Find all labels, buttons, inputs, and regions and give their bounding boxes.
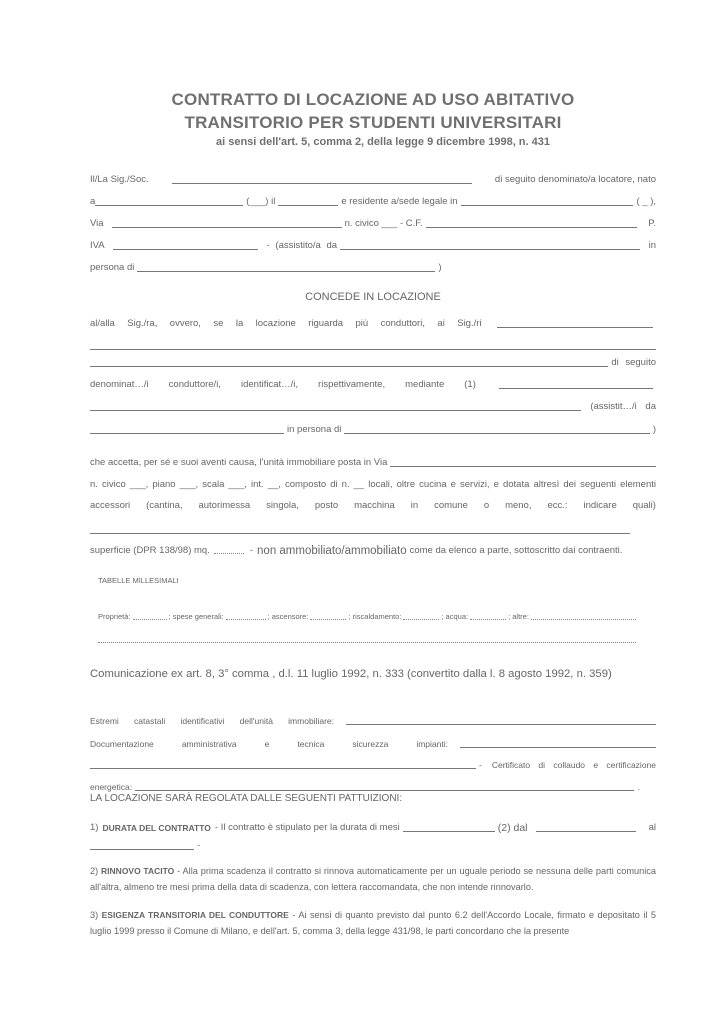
locatore-text: persona di [90, 262, 135, 273]
pattuizioni-heading: LA LOCAZIONE SARÀ REGOLATA DALLE SEGUENTI PATTUIZIONI: [90, 793, 403, 804]
fiscal-code-field[interactable] [426, 226, 638, 228]
energetica-text: . [637, 782, 640, 792]
tenant-representative-field[interactable] [344, 432, 649, 434]
conduttore-line-1 [90, 316, 656, 330]
immobile-text: indicare [583, 500, 617, 511]
street-field[interactable] [112, 226, 342, 228]
identification-field[interactable] [499, 387, 653, 389]
riscaldamento-field[interactable] [403, 618, 439, 620]
conduttore-text: ovvero, [169, 318, 201, 329]
clause-title: DURATA DEL CONTRATTO [102, 823, 211, 833]
immobile-text: che accetta, per sé e suoi aventi causa, l'unità immobiliare posta in Via [90, 457, 388, 468]
millesimi-text: ; riscaldamento: [348, 612, 402, 621]
immobile-text: comune [434, 500, 468, 511]
vat-field[interactable] [113, 248, 258, 250]
surface-field[interactable] [214, 552, 244, 554]
conduttore-text: più [355, 318, 369, 329]
locatore-line-1 [90, 172, 656, 186]
immobile-line-3 [90, 498, 656, 512]
immobile-line-1 [90, 455, 656, 469]
conduttore-text: (assistit…/i da [590, 401, 656, 412]
certificato-line [90, 757, 656, 771]
document-title-line1: CONTRATTO DI LOCAZIONE AD USO ABITATIVO [171, 90, 575, 109]
locatore-text: IVA [90, 240, 105, 251]
conduttore-line-4 [90, 377, 656, 391]
locatore-label: Il/La Sig./Soc. [90, 174, 149, 185]
conduttore-text: conduttore/i, [168, 379, 221, 390]
energy-cert-field[interactable] [135, 789, 634, 791]
documentazione-line [90, 736, 656, 750]
millesimi-extra-field[interactable] [98, 641, 636, 643]
conduttore-text: mediante [405, 379, 445, 390]
locatore-text: P. [648, 218, 656, 229]
immobile-text: n. civico ___, piano ___, scala ___, int. __, composto di n. __ locali, oltre cucina e servizi, e dotata altresì dei seguenti elementi [90, 479, 656, 490]
certificato-label [492, 759, 656, 771]
accessories-field[interactable] [90, 532, 630, 534]
millesimi-text: ; ascensore: [267, 612, 309, 621]
millesimi-text: ; acqua: [441, 612, 469, 621]
start-date-field[interactable] [536, 830, 636, 832]
clause-text: (2) dal [497, 822, 528, 834]
millesimi-label: TABELLE MILLESIMALI [98, 576, 179, 585]
clause-title: RINNOVO TACITO [101, 866, 175, 876]
immobile-text: o [483, 500, 490, 511]
conduttore-line-5 [90, 399, 656, 413]
label-word: di [538, 760, 546, 770]
immobile-text: come da elenco a parte, sottoscritto dai contraenti. [409, 545, 623, 556]
immobile-text: (cantina, [146, 500, 183, 511]
locatore-text: ( _ ), [636, 196, 656, 207]
locatore-line-5 [90, 260, 656, 274]
clause-1-line-2 [90, 838, 656, 852]
representative-field[interactable] [137, 270, 435, 272]
label-word: identificativi [180, 716, 225, 726]
conduttore-text: al/alla [90, 318, 115, 329]
identification-field-2[interactable] [90, 409, 581, 411]
cadastral-data-field[interactable] [346, 723, 656, 725]
property-street-field[interactable] [390, 465, 656, 467]
immobile-line-2 [90, 477, 656, 491]
safety-docs-field[interactable] [460, 746, 656, 748]
end-date-field[interactable] [90, 848, 194, 850]
clause-number: 1) [90, 822, 99, 833]
conduttore-text: Sig./ri [457, 318, 482, 329]
conduttore-text: se [213, 318, 224, 329]
clause-2 [90, 863, 656, 895]
immobile-text: autorimessa [198, 500, 251, 511]
locatore-text: e residente a/sede legale in [341, 196, 458, 207]
conduttore-line-3 [90, 355, 656, 369]
clause-number: 2) [90, 866, 99, 876]
energetica-label: energetica: [90, 782, 133, 792]
immobile-text: quali) [632, 500, 656, 511]
label-word: Documentazione [90, 739, 154, 749]
clause-text: - Ai sensi di quanto previsto dal punto 6.2 dell'Accordo Locale, firmato e depositato il 5 luglio 1999 presso il Comune di Milano, e dell'art. 5, comma 3, della legge 431/98, le parti concordano che la presente [90, 910, 656, 936]
clause-title: ESIGENZA TRANSITORIA DEL CONDUTTORE [101, 910, 289, 920]
conduttore-text: denominat…/i [90, 379, 149, 390]
immobile-text: posto [314, 500, 339, 511]
label-word: sicurezza [352, 739, 389, 749]
conduttore-text: locazione [255, 318, 296, 329]
clause-text: - [197, 840, 201, 851]
assisted-by-field[interactable] [340, 248, 640, 250]
documentazione-label [90, 738, 448, 750]
document-subtitle: ai sensi dell'art. 5, comma 2, della legge 9 dicembre 1998, n. 431 [215, 136, 550, 148]
locatore-text: in [648, 240, 656, 251]
locatore-line-2 [90, 194, 656, 208]
millesimi-text: ; altre: [508, 612, 529, 621]
clause-text: al [648, 822, 656, 833]
immobile-text: in [410, 500, 419, 511]
tenant-names-field-3[interactable] [90, 365, 608, 367]
label-word: certificazione [606, 760, 656, 770]
millesimi-extra-line [98, 632, 638, 646]
conduttore-text: rispettivamente, [318, 379, 386, 390]
conduttore-line-6 [90, 422, 656, 436]
immobile-text: macchina [354, 500, 395, 511]
concede-heading: CONCEDE IN LOCAZIONE [305, 291, 441, 303]
label-word: immobiliare: [288, 716, 334, 726]
locatore-line-4 [90, 238, 656, 252]
tenant-names-field-2[interactable] [90, 348, 656, 350]
conduttore-text: la [235, 318, 244, 329]
label-word: collaudo [553, 760, 586, 770]
label-word: dell'unità [239, 716, 273, 726]
proprieta-field[interactable] [133, 618, 167, 620]
immobile-text: ecc.: [547, 500, 568, 511]
surface-label: superficie (DPR 138/98) mq. [90, 545, 210, 556]
immobile-text: accessori [90, 500, 131, 511]
safety-docs-field-2[interactable] [90, 767, 476, 769]
millesimi-text: ; spese generali: [168, 612, 224, 621]
locatore-text: di seguito denominato/a locatore, nato [494, 174, 656, 185]
tenant-assistant-field[interactable] [90, 432, 284, 434]
immobile-text: singola, [266, 500, 299, 511]
conduttore-text: ) [652, 424, 656, 435]
label-word: impianti: [416, 739, 448, 749]
clause-text: - Alla prima scadenza il contratto si rinnova automaticamente per un uguale periodo se nessuna delle parti comunica all'altra, almeno tre mesi prima della data di scadenza, con lettera raccomandata, che non intende rinnovarlo. [90, 866, 656, 892]
label-word: Certificato [491, 760, 531, 770]
immobile-text: meno, [505, 500, 532, 511]
clause-1-line-1 [90, 820, 656, 834]
conduttore-text: in persona di [287, 424, 342, 435]
locatore-text: a [90, 196, 96, 207]
conduttore-text: identificat…/i, [240, 379, 299, 390]
conduttore-text: riguarda [308, 318, 344, 329]
ascensore-field[interactable] [310, 618, 346, 620]
conduttore-text: conduttori, [380, 318, 425, 329]
tenant-names-field[interactable] [497, 326, 653, 328]
label-word: tecnica [297, 739, 325, 749]
altre-field[interactable] [531, 618, 636, 620]
birthdate-field[interactable] [278, 204, 338, 206]
millesimi-line [98, 609, 638, 623]
conduttore-text: di seguito [611, 357, 656, 368]
energetica-line [90, 779, 656, 793]
clause-number: 3) [90, 910, 99, 920]
locatore-text: n. civico ___ - C.F. [344, 218, 423, 229]
conduttore-text: Sig./ra, [127, 318, 158, 329]
spese-generali-field[interactable] [226, 618, 266, 620]
conduttore-text: ai [437, 318, 445, 329]
locatore-text: (___) il [246, 196, 276, 207]
locatore-text: Via [90, 218, 104, 229]
locatore-line-3 [90, 216, 656, 230]
label-word: catastali [134, 716, 166, 726]
locatore-text: ) [438, 262, 442, 273]
residence-field[interactable] [461, 204, 634, 206]
immobile-line-4 [90, 522, 656, 536]
conduttore-text: (1) [464, 379, 476, 390]
duration-months-field[interactable] [403, 830, 495, 832]
clause-3 [90, 907, 656, 939]
conduttore-line-2 [90, 338, 656, 352]
locatore-name-field[interactable] [172, 182, 472, 184]
label-word: amministrativa [181, 739, 237, 749]
comunicazione-heading: Comunicazione ex art. 8, 3° comma , d.l. 11 luglio 1992, n. 333 (convertito dalla l. 8 agosto 1992, n. 359) [90, 668, 612, 680]
label-word: Estremi [90, 716, 119, 726]
furnished-option[interactable]: non ammobiliato/ammobiliato [257, 545, 407, 557]
acqua-field[interactable] [470, 618, 506, 620]
immobile-text: - [249, 545, 254, 556]
immobile-surface-line [90, 543, 656, 557]
certificato-text: - [479, 760, 482, 770]
label-word: e [593, 760, 599, 770]
estremi-catastali-label [90, 715, 334, 727]
clause-text: - Il contratto è stipulato per la durata di mesi [214, 822, 400, 833]
locatore-text: - (assistito/a da [266, 240, 338, 251]
document-title-line2: TRANSITORIO PER STUDENTI UNIVERSITARI [184, 113, 562, 132]
birthplace-field[interactable] [95, 204, 243, 206]
estremi-catastali-line [90, 713, 656, 727]
millesimi-text: Proprietà: [98, 612, 131, 621]
label-word: e [264, 739, 270, 749]
